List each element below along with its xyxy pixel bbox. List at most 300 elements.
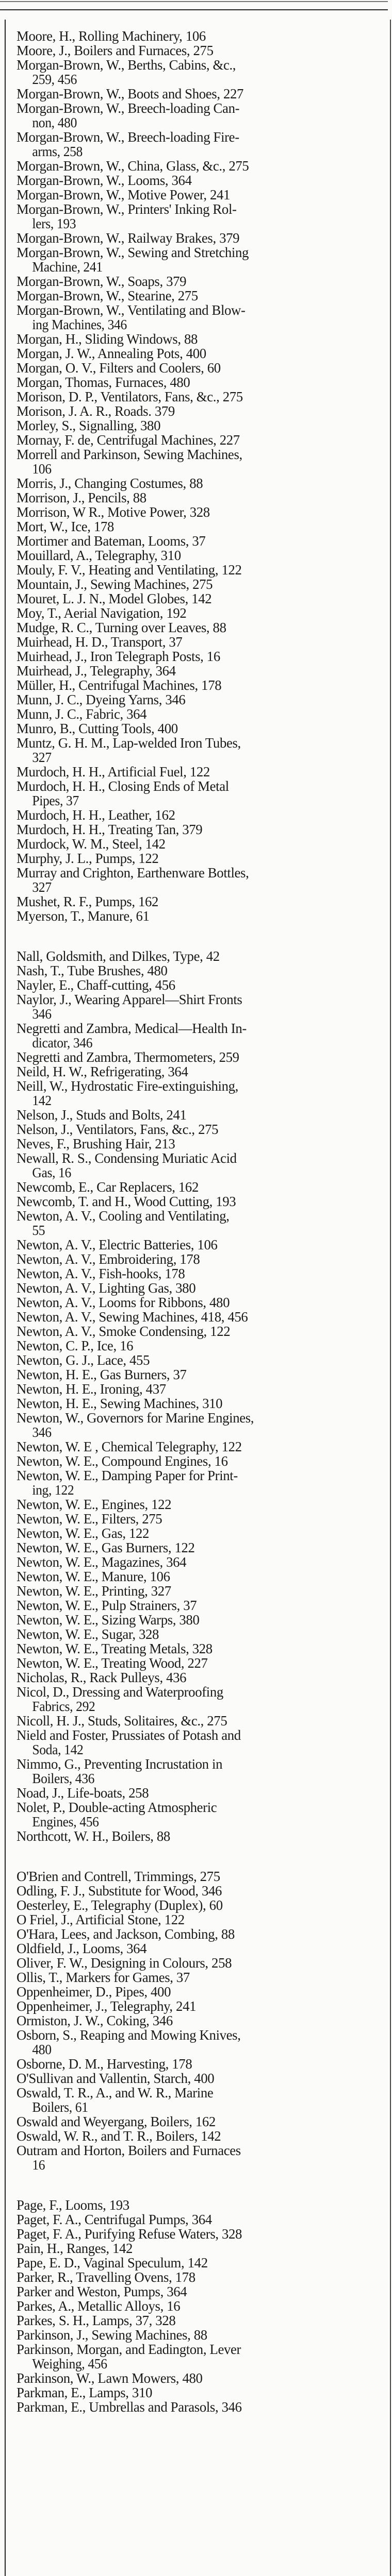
index-entry-line: Morgan-Brown, W., Motive Power, 241 [17,187,231,202]
index-entry [17,1439,380,1454]
index-entry-line: Newton, A. V., Smoke Condensing, 122 [17,1324,231,1339]
index-entry-line: Morgan-Brown, W., Breech-loading Fire- [17,129,239,145]
index-entry [17,1367,380,1382]
index-entry-line: Newton, H. E., Sewing Machines, 310 [17,1396,223,1411]
index-entry-line: Newton, W. E., Magazines, 364 [17,1554,187,1570]
index-entry-line: Newton, A. V., Fish-hooks, 178 [17,1266,185,1281]
index-entry-line: Morris, J., Changing Costumes, 88 [17,476,203,491]
index-entry-line: Nelson, J., Studs and Bolts, 241 [17,1107,187,1123]
index-entry-continuation: 327 [32,879,52,895]
index-entry [17,1526,380,1540]
index-entry-line: Morgan-Brown, W., Boots and Shoes, 227 [17,86,244,101]
index-entry-line: Mushet, R. F., Pumps, 162 [17,894,159,909]
index-entry-line: Morrison, J., Pencils, 88 [17,490,146,505]
index-entry [17,808,380,822]
index-entry-line: Osborn, S., Reaping and Mowing Knives, [17,2027,241,2043]
index-entry [17,548,380,563]
index-entry [17,447,380,476]
index-entry [17,1468,380,1497]
section-gap [17,1843,380,1869]
name-index [17,29,380,2414]
index-entry [17,1194,380,1209]
index-entry [17,2371,380,2385]
index-section-o [17,1869,380,2172]
index-entry [17,2086,380,2114]
index-entry-continuation: lers, 193 [32,216,76,231]
index-entry [17,649,380,664]
index-entry-continuation: 346 [32,1425,52,1440]
index-entry [17,1941,380,1956]
index-entry-line: Newton, W. E., Compound Engines, 16 [17,1453,228,1469]
index-entry-line: O Friel, J., Artificial Stone, 122 [17,1912,185,1927]
index-entry [17,1540,380,1555]
index-entry [17,2227,380,2241]
index-entry [17,1584,380,1598]
index-entry [17,894,380,909]
index-entry-line: Morgan-Brown, W., Berths, Cabins, &c., [17,57,236,73]
index-entry-line: Parkman, E., Umbrellas and Parasols, 346 [17,2399,242,2415]
index-entry [17,620,380,635]
index-entry [17,1396,380,1411]
index-entry [17,2385,380,2400]
index-entry-line: Newton, W. E., Treating Wood, 227 [17,1655,208,1671]
index-entry [17,1281,380,1295]
index-entry-line: O'Sullivan and Vallentin, Starch, 400 [17,2071,215,2086]
index-entry-continuation: Fabrics, 292 [32,1699,95,1714]
index-entry-line: Newton, A. V., Cooling and Ventilating, [17,1208,230,1224]
index-entry [17,2013,380,2028]
index-entry [17,1757,380,1786]
index-entry [17,1627,380,1641]
index-entry [17,2342,380,2371]
index-entry-line: Paget, F. A., Centrifugal Pumps, 364 [17,2212,212,2227]
index-entry [17,736,380,765]
index-entry-continuation: arms, 258 [32,144,83,159]
index-section-m [17,29,380,923]
index-entry [17,1497,380,1512]
index-entry-line: Ormiston, J. W., Coking, 346 [17,2013,173,2028]
index-entry [17,2299,380,2313]
index-entry-line: Parker and Weston, Pumps, 364 [17,2284,187,2299]
index-section-p [17,2198,380,2414]
index-entry [17,29,380,43]
index-entry [17,1912,380,1927]
index-entry-line: Oldfield, J., Looms, 364 [17,1941,147,1956]
index-entry [17,490,380,505]
index-entry [17,1728,380,1757]
index-entry [17,2270,380,2284]
index-entry-line: Muirhead, H. D., Transport, 37 [17,634,183,650]
index-entry [17,505,380,519]
index-entry-line: Parker, R., Travelling Ovens, 178 [17,2269,195,2285]
index-entry-line: Newton, W. E., Printing, 327 [17,1583,171,1599]
index-entry-line: Munro, B., Cutting Tools, 400 [17,721,178,736]
index-entry-line: Newton, W., Governors for Marine Engines, [17,1410,254,1426]
index-entry [17,2114,380,2129]
index-entry-line: Morgan-Brown, W., Ventilating and Blow- [17,302,246,318]
index-entry-line: Outram and Horton, Boilers and Furnaces [17,2143,241,2158]
index-entry [17,591,380,606]
index-entry-line: Morrell and Parkinson, Sewing Machines, [17,447,242,462]
index-entry [17,202,380,231]
index-entry-line: Morgan-Brown, W., Sewing and Stretching [17,245,249,260]
index-entry-line: Munn, J. C., Dyeing Yarns, 346 [17,692,186,707]
index-entry-line: Nall, Goldsmith, and Dilkes, Type, 42 [17,948,220,964]
column-right-rule [390,20,391,2576]
index-entry [17,2241,380,2256]
index-entry-line: Morgan, Thomas, Furnaces, 480 [17,375,190,390]
index-entry-line: Murdoch, H. H., Closing Ends of Metal [17,778,229,794]
index-entry [17,1956,380,1970]
index-entry-line: Moore, J., Boilers and Furnaces, 275 [17,43,214,58]
index-entry-line: Mouly, F. V., Heating and Ventilating, 122 [17,562,242,578]
index-entry [17,289,380,303]
index-entry [17,1970,380,1985]
index-entry-line: Mouret, L. J. N., Model Globes, 142 [17,591,212,606]
section-gap [17,923,380,949]
index-entry [17,476,380,490]
index-entry [17,1382,380,1396]
index-entry-continuation: Pipes, 37 [32,793,79,808]
index-entry [17,949,380,963]
index-entry [17,159,380,173]
index-entry-line: Naylor, J., Wearing Apparel—Shirt Fronts [17,992,242,1007]
index-entry-line: Newton, W. E., Sizing Warps, 380 [17,1612,200,1628]
index-entry-line: Parkes, A., Metallic Alloys, 16 [17,2298,181,2314]
index-entry-line: Oswald and Weyergang, Boilers, 162 [17,2114,216,2129]
index-entry [17,779,380,808]
index-entry [17,1266,380,1281]
index-entry-line: Pain, H., Ranges, 142 [17,2241,133,2256]
index-entry [17,1786,380,1800]
index-entry [17,978,380,992]
index-entry-continuation: 55 [32,1223,45,1238]
index-entry-line: Oswald, T. R., A., and W. R., Marine [17,2085,214,2100]
index-entry-line: Newton, W. E., Filters, 275 [17,1511,162,1527]
index-entry-line: Neill, W., Hydrostatic Fire-extinguishing, [17,1078,238,1094]
index-entry-line: Oppenheimer, J., Telegraphy, 241 [17,1998,197,2014]
index-entry [17,2071,380,2086]
index-entry [17,1800,380,1829]
index-entry [17,1411,380,1439]
index-entry-line: Newton, W. E., Gas Burners, 122 [17,1540,195,1555]
index-entry-line: O'Hara, Lees, and Jackson, Combing, 88 [17,1926,235,1942]
index-entry [17,563,380,577]
index-entry [17,2057,380,2071]
index-entry-line: Murdoch, H. H., Artificial Fuel, 122 [17,764,210,779]
index-entry [17,1569,380,1584]
index-entry [17,1108,380,1122]
index-entry-line: Nicoll, H. J., Studs, Solitaires, &c., 275 [17,1713,227,1728]
index-entry [17,577,380,591]
index-entry-line: Nield and Foster, Prussiates of Potash and [17,1727,241,1743]
index-entry-line: Newton, C. P., Ice, 16 [17,1338,134,1353]
index-entry [17,1180,380,1194]
index-entry [17,2256,380,2270]
index-entry-line: Murdoch, H. H., Treating Tan, 379 [17,822,203,837]
index-entry-line: Oppenheimer, D., Pipes, 400 [17,1984,171,1999]
index-entry-line: Morgan-Brown, W., Breech-loading Can- [17,100,240,116]
column-left-rule [5,20,6,2576]
index-entry-line: Noad, J., Life-boats, 258 [17,1785,149,1801]
index-entry [17,1209,380,1238]
index-entry-line: Muntz, G. H. M., Lap-welded Iron Tubes, [17,735,241,751]
index-entry-line: Morison, J. A. R., Roads. 379 [17,403,175,419]
index-entry-line: Pape, E. D., Vaginal Speculum, 142 [17,2255,208,2270]
index-entry [17,822,380,837]
index-entry [17,375,380,389]
index-entry-line: Newton, A. V., Embroidering, 178 [17,1251,200,1267]
index-entry-continuation: 327 [32,750,52,765]
index-entry-line: Newton, W. E., Manure, 106 [17,1569,170,1584]
index-entry-continuation: Boilers, 61 [32,2099,88,2115]
index-entry-continuation: ing Machines, 346 [32,317,127,332]
index-entry-line: Muirhead, J., Telegraphy, 364 [17,663,176,679]
index-entry [17,606,380,620]
index-entry-line: Moy, T., Aerial Navigation, 192 [17,605,187,621]
index-entry [17,101,380,130]
index-entry-line: Newton, W. E , Chemical Telegraphy, 122 [17,1439,242,1454]
index-entry-line: Newton, W. E., Treating Metals, 328 [17,1641,213,1656]
index-entry [17,1310,380,1324]
index-entry [17,346,380,361]
index-entry-line: Newton, H. E., Ironing, 437 [17,1381,166,1397]
index-entry-line: Moore, H., Rolling Machinery, 106 [17,28,206,44]
index-entry-line: Nicholas, R., Rack Pulleys, 436 [17,1670,187,1685]
index-entry [17,58,380,87]
index-entry [17,963,380,978]
index-section-n [17,949,380,1843]
index-entry-line: Mouillard, A., Telegraphy, 310 [17,548,181,563]
index-entry-continuation: dicator, 346 [32,1035,93,1050]
index-entry-line: Myerson, T., Manure, 61 [17,908,150,924]
index-entry [17,1927,380,1941]
index-entry-continuation: 16 [32,2157,45,2173]
index-entry-continuation: Boilers, 436 [32,1771,95,1786]
index-entry [17,1613,380,1627]
index-entry-line: Morgan, O. V., Filters and Coolers, 60 [17,360,221,376]
index-entry [17,2129,380,2143]
index-entry [17,130,380,159]
index-entry-line: Morgan-Brown, W., Looms, 364 [17,173,192,188]
index-entry [17,1999,380,2013]
header-rule [0,9,388,10]
index-entry-line: Morrison, W R., Motive Power, 328 [17,504,210,520]
index-entry-continuation: 480 [32,2042,52,2057]
index-entry [17,1122,380,1137]
index-entry [17,1050,380,1064]
index-entry-line: Newton, W. E., Pulp Strainers, 37 [17,1598,197,1613]
index-entry-line: Newton, A. V., Electric Batteries, 106 [17,1237,218,1252]
index-entry [17,2400,380,2414]
index-entry-line: Murdoch, H. H., Leather, 162 [17,807,175,823]
index-entry [17,1555,380,1569]
index-entry-line: Nimmo, G., Preventing Incrustation in [17,1756,223,1772]
index-entry-line: Morgan-Brown, W., Soaps, 379 [17,274,187,289]
index-entry [17,1829,380,1843]
index-entry-line: Murdock, W. M., Steel, 142 [17,836,166,852]
index-entry [17,1512,380,1526]
index-entry-line: Mort, W., Ice, 178 [17,519,114,534]
index-entry-line: Newton, W. E., Sugar, 328 [17,1626,159,1642]
index-entry [17,2143,380,2172]
index-entry-line: Oesterley, E., Telegraphy (Duplex), 60 [17,1897,223,1913]
index-entry-line: Morgan-Brown, W., China, Glass, &c., 275 [17,158,249,174]
index-entry-line: Parkinson, W., Lawn Mowers, 480 [17,2370,203,2386]
index-entry-continuation: non, 480 [32,115,77,130]
index-entry-line: Neves, F., Brushing Hair, 213 [17,1136,175,1151]
index-entry [17,1714,380,1728]
index-entry [17,519,380,534]
index-entry-line: Mountain, J., Sewing Machines, 275 [17,577,213,592]
index-entry [17,1454,380,1468]
index-entry [17,707,380,721]
index-entry-line: Neild, H. W., Refrigerating, 364 [17,1064,188,1079]
index-entry-line: Odling, F. J., Substitute for Wood, 346 [17,1883,222,1899]
index-entry [17,274,380,289]
index-entry [17,866,380,894]
index-entry [17,404,380,418]
index-entry-line: Morley, S., Signalling, 380 [17,418,161,433]
index-entry-line: Northcott, W. H., Boilers, 88 [17,1828,170,1844]
index-entry [17,1353,380,1367]
section-gap [17,2172,380,2198]
index-entry-line: Murray and Crighton, Earthenware Bottles, [17,865,249,880]
index-entry-line: Mornay, F. de, Centrifugal Machines, 227 [17,432,240,448]
index-entry [17,1685,380,1714]
index-entry-line: Newton, A. V., Looms for Ribbons, 480 [17,1295,230,1310]
index-entry-line: Parkinson, Morgan, and Eadington, Lever [17,2342,241,2357]
index-entry-line: Munn, J. C., Fabric, 364 [17,706,147,722]
index-entry-line: Oswald, W. R., and T. R., Boilers, 142 [17,2128,221,2144]
index-entry [17,1898,380,1912]
index-entry-line: Paget, F. A., Purifying Refuse Waters, 328 [17,2226,242,2242]
index-entry [17,361,380,375]
index-entry [17,1295,380,1310]
index-entry-continuation: Gas, 16 [32,1165,71,1180]
index-entry-line: Newcomb, T. and H., Wood Cutting, 193 [17,1194,236,1209]
index-entry-line: Müller, H., Centrifugal Machines, 178 [17,677,222,693]
index-entry [17,1079,380,1108]
index-entry [17,1670,380,1685]
index-entry-line: Newton, W. E., Damping Paper for Print- [17,1468,238,1483]
index-entry-line: Morgan, J. W., Annealing Pots, 400 [17,346,206,361]
index-entry [17,1869,380,1884]
index-entry [17,231,380,245]
index-entry [17,1137,380,1151]
index-entry [17,43,380,58]
index-entry [17,692,380,707]
index-entry-line: Nayler, E., Chaff-cutting, 456 [17,977,175,993]
index-entry [17,1985,380,1999]
index-entry [17,2313,380,2328]
index-entry-line: Newall, R. S., Condensing Muriatic Acid [17,1150,237,1166]
index-entry [17,2028,380,2057]
index-entry [17,303,380,332]
index-entry-line: Ollis, T., Markers for Games, 37 [17,1970,190,1985]
index-entry-line: Newcomb, E., Car Replacers, 162 [17,1179,199,1195]
index-entry-line: Parkman, E., Lamps, 310 [17,2385,153,2400]
index-entry [17,1238,380,1252]
index-entry-continuation: 106 [32,461,52,477]
index-entry-continuation: Weighing, 456 [32,2356,107,2371]
index-entry-line: Murphy, J. L., Pumps, 122 [17,851,159,866]
index-entry [17,2284,380,2299]
index-entry [17,1151,380,1180]
index-entry-continuation: 142 [32,1093,52,1108]
index-entry [17,851,380,866]
index-entry [17,635,380,649]
index-entry-line: Mortimer and Bateman, Looms, 37 [17,533,206,549]
index-entry-line: Morison, D. P., Ventilators, Fans, &c., 275 [17,389,243,404]
index-entry-line: Morgan-Brown, W., Stearine, 275 [17,288,198,303]
index-entry-line: Newton, W. E., Gas, 122 [17,1526,150,1541]
index-entry-continuation: Soda, 142 [32,1742,84,1757]
index-entry-line: Page, F., Looms, 193 [17,2197,129,2213]
index-entry [17,992,380,1021]
index-entry [17,188,380,202]
index-entry-line: Nelson, J., Ventilators, Fans, &c., 275 [17,1122,219,1137]
index-entry-line: Muirhead, J., Iron Telegraph Posts, 16 [17,649,220,664]
header-rule-thin [0,1,388,2]
index-entry-continuation: 346 [32,1006,52,1022]
index-entry-line: Newton, W. E., Engines, 122 [17,1497,172,1512]
index-entry-line: Parkinson, J., Sewing Machines, 88 [17,2327,207,2343]
index-entry-line: Mudge, R. C., Turning over Leaves, 88 [17,620,226,635]
index-entry-line: Newton, A. V., Sewing Machines, 418, 456 [17,1309,248,1325]
index-entry [17,1252,380,1266]
index-entry [17,1021,380,1050]
index-entry [17,1324,380,1338]
index-entry-continuation: ing, 122 [32,1482,74,1498]
index-entry [17,1338,380,1353]
index-entry [17,2198,380,2212]
index-entry-line: Negretti and Zambra, Medical—Health In- [17,1021,247,1036]
index-entry [17,837,380,851]
index-entry [17,173,380,188]
index-entry [17,1884,380,1898]
index-entry [17,678,380,692]
index-entry-continuation: 259, 456 [32,72,77,87]
index-entry [17,1064,380,1079]
index-entry [17,1598,380,1613]
index-entry [17,534,380,548]
index-entry [17,664,380,678]
index-entry-line: Nolet, P., Double-acting Atmospheric [17,1800,217,1815]
index-entry-line: Nicol, D., Dressing and Waterproofing [17,1684,223,1700]
index-entry-line: Osborne, D. M., Harvesting, 178 [17,2056,192,2072]
index-entry-line: Oliver, F. W., Designing in Colours, 258 [17,1955,232,1971]
index-entry-line: Morgan-Brown, W., Printers' Inking Rol- [17,201,237,217]
index-entry [17,1641,380,1656]
index-entry [17,418,380,433]
index-entry-line: Morgan, H., Sliding Windows, 88 [17,331,198,347]
index-entry [17,245,380,274]
index-entry-line: Nash, T., Tube Brushes, 480 [17,963,168,978]
index-entry-line: Morgan-Brown, W., Railway Brakes, 379 [17,230,240,246]
index-entry [17,433,380,447]
index-entry [17,2328,380,2342]
index-entry-continuation: Machine, 241 [32,259,103,275]
index-entry [17,389,380,404]
index-entry-line: Negretti and Zambra, Thermometers, 259 [17,1049,239,1065]
index-entry [17,721,380,736]
index-entry [17,765,380,779]
index-entry [17,2212,380,2227]
index-entry [17,87,380,101]
index-entry [17,332,380,346]
index-entry-line: Newton, H. E., Gas Burners, 37 [17,1367,187,1382]
